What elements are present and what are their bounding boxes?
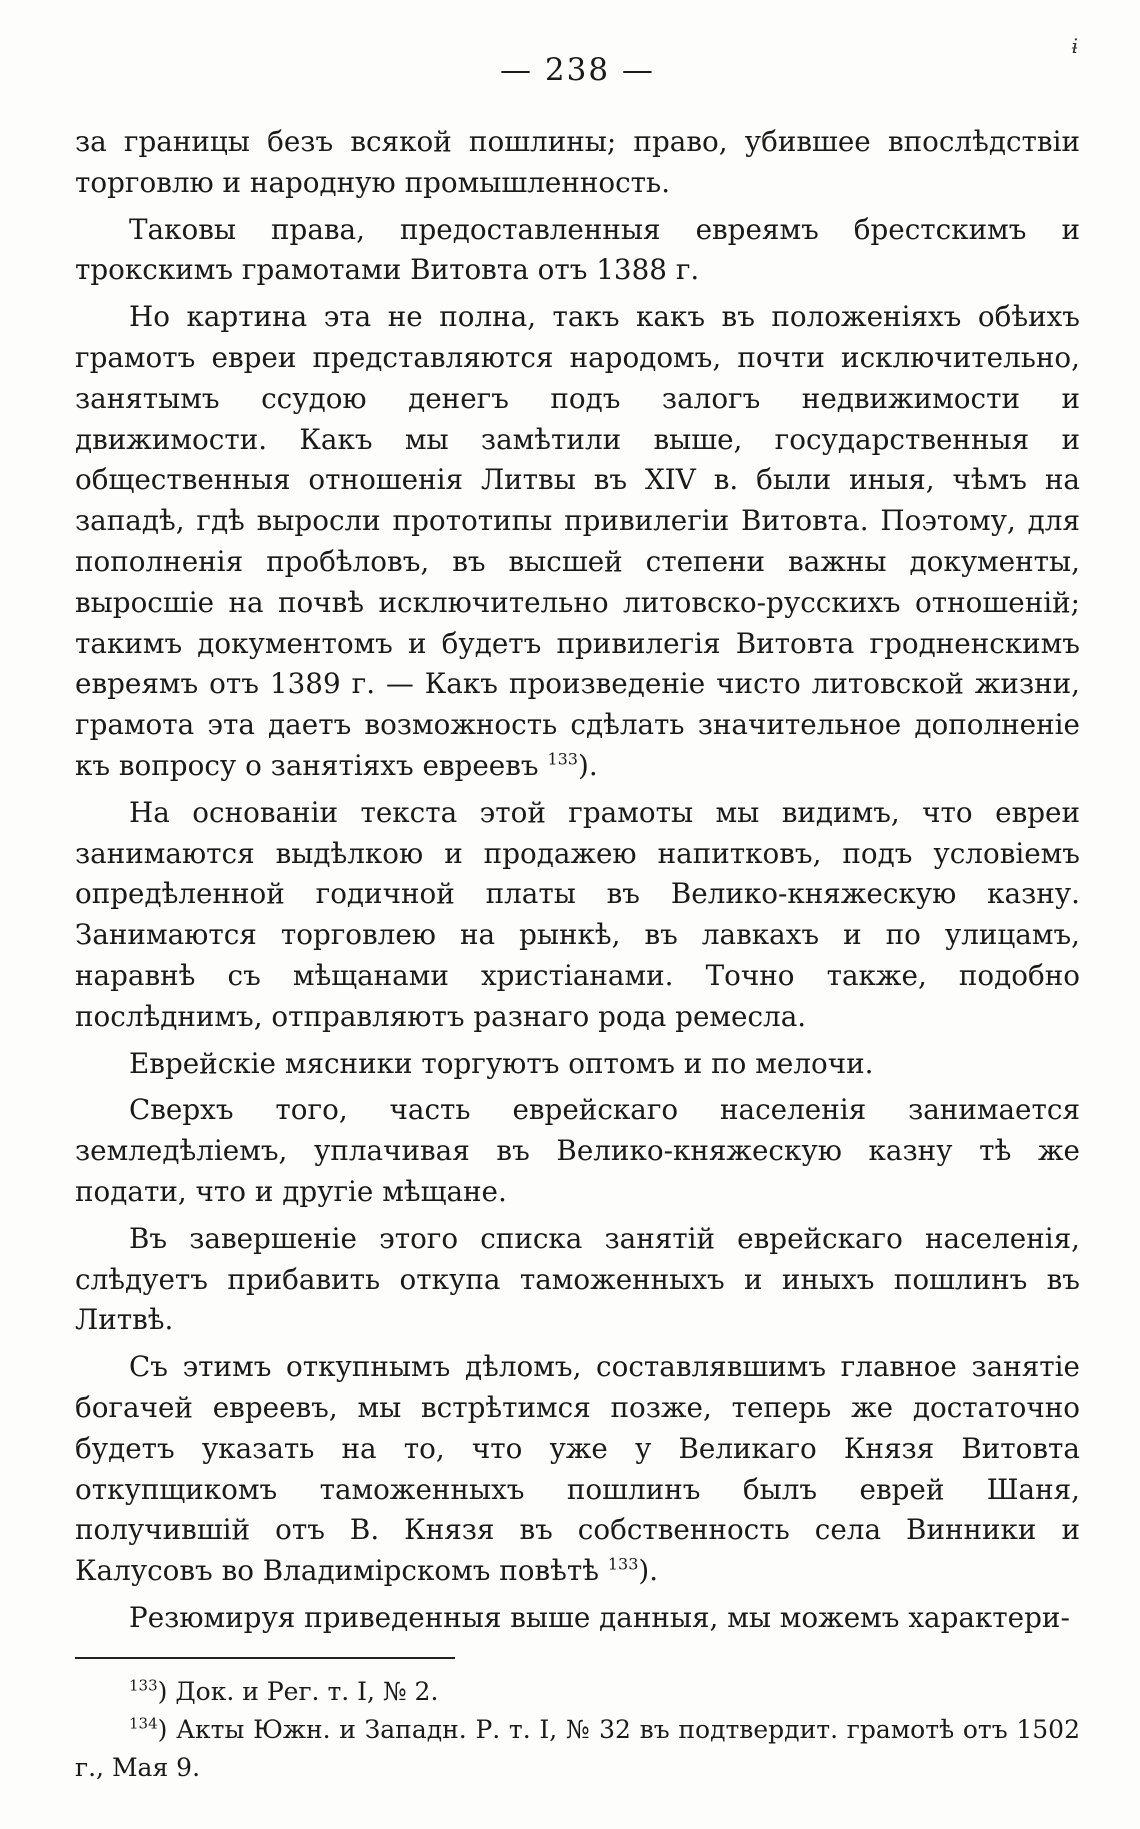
paragraph-5: Еврейскіе мясники торгуютъ оптомъ и по мелочи. bbox=[129, 1046, 874, 1080]
footnote-text: ) Акты Южн. и Западн. Р. т. I, № 32 въ подтвердит. грамотѣ отъ 1502 г., Мая 9. bbox=[75, 1714, 1080, 1782]
footnote-ref-close: ). bbox=[577, 748, 598, 782]
body-text bbox=[75, 122, 1080, 1639]
paragraph-8 bbox=[75, 1347, 1080, 1592]
footnotes bbox=[75, 1673, 1080, 1787]
paragraph-9: Резюмируя приведенныя выше данныя, мы можемъ характери- bbox=[129, 1600, 1070, 1634]
paragraph-6: Сверхъ того, часть еврейскаго населенія занимается земледѣліемъ, уплачивая въ Велико-княжескую казну тѣ же подати, что и другіе мѣщане. bbox=[75, 1093, 1080, 1208]
footnote-134 bbox=[75, 1711, 1080, 1787]
paragraph-3-text: Но картина эта не полна, такъ какъ въ положеніяхъ обѣихъ грамотъ евреи представляются народомъ, почти исключительно, занятымъ ссудою денегъ подъ залогъ недвижимости и движимости. Какъ мы замѣтили выше, государственныя и общественныя отношенія Литвы въ XIV в. были иныя, чѣмъ на западѣ, гдѣ выросли прототипы привилегіи Витовта. Поэтому, для пополненія пробѣловъ, въ высшей степени важны документы, выросшіе на почвѣ исключительно литовско-русскихъ отношеній; такимъ документомъ и будетъ привилегія Витовта гродненскимъ евреямъ отъ 1389 г. — Какъ произведеніе чисто литовской жизни, грамота эта даетъ возможность сдѣлать значительное дополненіе къ вопросу о занятіяхъ евреевъ bbox=[75, 300, 1080, 782]
footnote-mark: 133 bbox=[129, 1676, 158, 1695]
paragraph-1: за границы безъ всякой пошлины; право, убившее впослѣдствіи торговлю и народную промышленность. bbox=[75, 125, 1080, 199]
paragraph-4: На основаніи текста этой грамоты мы видимъ, что евреи занимаются выдѣлкою и продажею напитковъ, подъ условіемъ опредѣленной годичной платы въ Велико-княжескую казну. Занимаются торговлею на рынкѣ, въ лавкахъ и по улицамъ, наравнѣ съ мѣщанами христіанами. Точно также, подобно послѣднимъ, отправляютъ разнаго рода ремесла. bbox=[75, 795, 1080, 1033]
paragraph-2: Таковы права, предоставленныя евреямъ брестскимъ и трокскимъ грамотами Витовта отъ 1388 г. bbox=[75, 212, 1080, 287]
paragraph-8-text: Съ этимъ откупнымъ дѣломъ, составлявшимъ главное занятіе богачей евреевъ, мы встрѣтимся позже, теперь же достаточно будетъ указать на то, что уже у Великаго Князя Витовта откупщикомъ таможенныхъ пошлинъ былъ еврей Шаня, получившій отъ В. Князя въ собственность села Винники и Калусовъ во Владимірскомъ повѣтѣ bbox=[75, 1350, 1080, 1588]
margin-mark: ɨ bbox=[1071, 34, 1078, 58]
paragraph-7: Въ завершеніе этого списка занятій еврейскаго населенія, слѣдуетъ прибавить откупа таможенныхъ и иныхъ пошлинъ въ Литвѣ. bbox=[75, 1221, 1080, 1337]
footnote-divider bbox=[75, 1657, 455, 1659]
paragraph-3 bbox=[75, 297, 1080, 787]
footnote-ref-133[interactable]: 133 bbox=[547, 749, 578, 769]
page-number: — 238 — bbox=[500, 52, 655, 88]
footnote-133 bbox=[75, 1673, 1080, 1711]
footnote-mark: 134 bbox=[129, 1714, 158, 1733]
footnote-ref-close-second: ). bbox=[638, 1554, 659, 1588]
footnote-text: ) Док. и Рег. т. I, № 2. bbox=[157, 1676, 439, 1706]
footnote-ref-133-second[interactable]: 133 bbox=[607, 1554, 639, 1574]
document-page bbox=[75, 40, 1080, 1787]
